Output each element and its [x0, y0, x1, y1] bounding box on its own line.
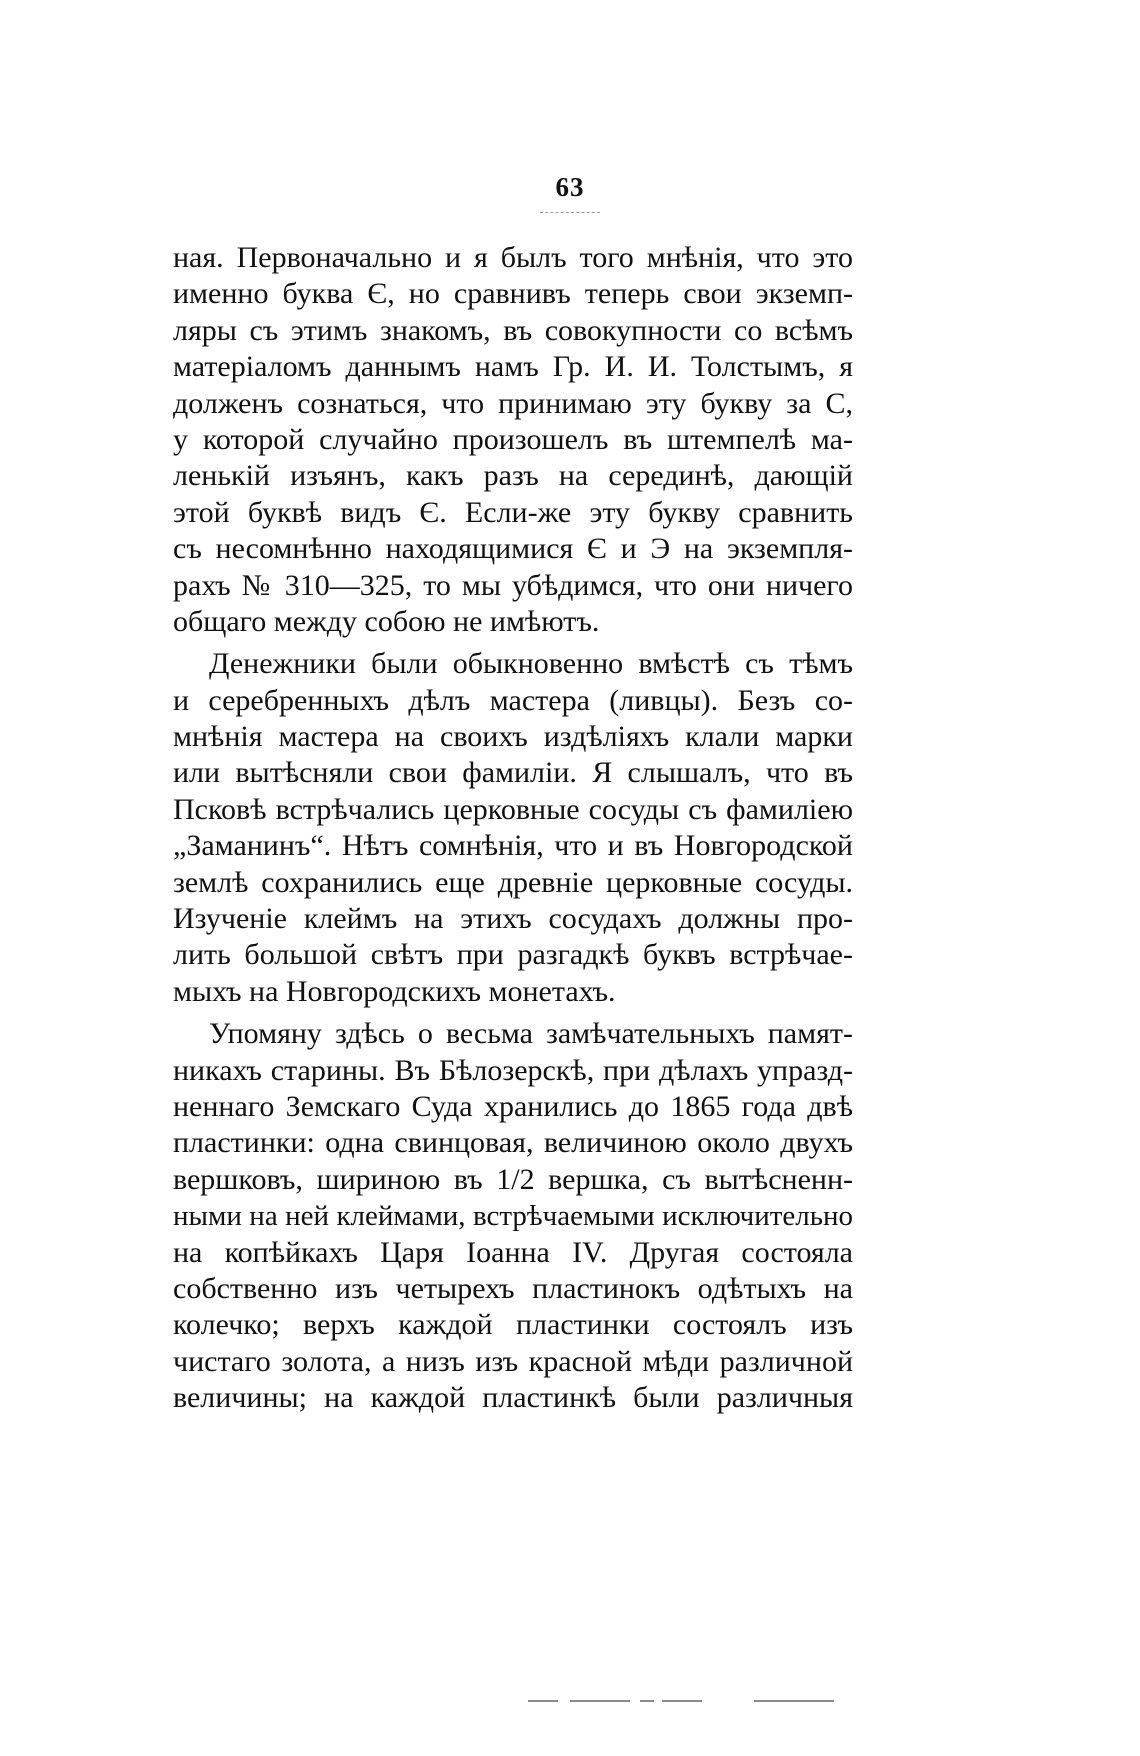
text-line: землѣ сохранились еще древніе церковные сосуды. [173, 865, 853, 899]
text-line: никахъ старины. Въ Бѣлозерскѣ, при дѣлахъ упразд- [173, 1053, 853, 1087]
text-line: Денежники были обыкновенно вмѣстѣ съ тѣмъ [209, 647, 853, 681]
text-line: съ несомнѣнно находящимися Є и Э на экземпля- [173, 532, 853, 566]
scan-artifact-marks [528, 1700, 1048, 1708]
page-number: 63 [555, 172, 585, 202]
text-line: общаго между собою не имѣютъ. [173, 604, 600, 638]
text-line: и серебренныхъ дѣлъ мастера (ливцы). Безъ со- [173, 683, 853, 717]
text-line: Псковѣ встрѣчались церковные сосуды съ фамиліею [173, 792, 853, 826]
text-line: ная. Первоначально и я былъ того мнѣнія, что это [173, 241, 853, 274]
paragraph [173, 1016, 853, 1416]
text-line: на копѣйкахъ Царя Іоанна IV. Другая состояла [173, 1235, 853, 1269]
text-line: Изученіе клеймъ на этихъ сосудахъ должны про- [173, 902, 853, 936]
text-line: долженъ сознаться, что принимаю эту букву за С, [173, 386, 853, 420]
text-line: пластинки: одна свинцовая, величиною около двухъ [173, 1126, 853, 1160]
text-line: мыхъ на Новгородскихъ монетахъ. [173, 974, 616, 1008]
text-line: колечко; верхъ каждой пластинки состоялъ изъ [173, 1308, 853, 1342]
text-line: или вытѣсняли свои фамиліи. Я слышалъ, что въ [173, 756, 853, 790]
text-line: Упомяну здѣсь о весьма замѣчательныхъ памят- [209, 1017, 853, 1051]
text-line: ленькій изъянъ, какъ разъ на серединѣ, дающій [173, 459, 853, 493]
text-line: вершковъ, шириною въ 1/2 вершка, съ вытѣсненн- [173, 1162, 853, 1196]
text-line: „Заманинъ“. Нѣтъ сомнѣнія, что и въ Новгородской [173, 829, 853, 863]
text-line: собственно изъ четырехъ пластинокъ одѣтыхъ на [173, 1271, 853, 1305]
text-line: величины; на каждой пластинкѣ были различныя [173, 1381, 853, 1415]
page-body [173, 240, 853, 1417]
page-number-rule [540, 212, 600, 213]
text-line: ными на ней клеймами, встрѣчаемыми исключительно [173, 1200, 853, 1233]
text-line: ляры съ этимъ знакомъ, въ совокупности со всѣмъ [173, 313, 853, 347]
text-line: лить большой свѣтъ при разгадкѣ буквъ встрѣчае- [173, 938, 853, 972]
text-line: именно буква Є, но сравнивъ теперь свои экземп- [173, 277, 853, 311]
paragraph [173, 646, 853, 1010]
paragraph [173, 240, 853, 640]
text-line: этой буквѣ видъ Є. Если-же эту букву сравнить [173, 495, 853, 529]
text-line: мнѣнія мастера на своихъ издѣліяхъ клали марки [173, 720, 853, 754]
text-line: матеріаломъ даннымъ намъ Гр. И. И. Толстымъ, я [173, 350, 853, 384]
text-line: неннаго Земскаго Суда хранились до 1865 года двѣ [173, 1089, 853, 1123]
text-line: рахъ № 310—325, то мы убѣдимся, что они ничего [173, 568, 853, 602]
text-line: у которой случайно произошелъ въ штемпелѣ ма- [173, 422, 853, 456]
text-line: чистаго золота, а низъ изъ красной мѣди различной [173, 1344, 853, 1378]
